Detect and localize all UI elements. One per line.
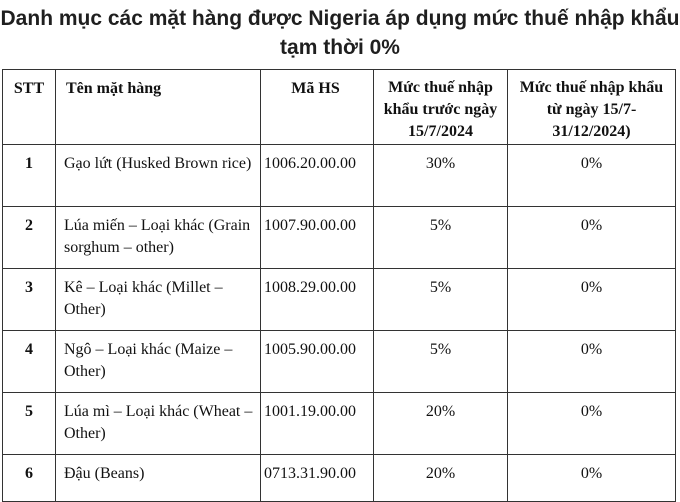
cell-rate-before: 5%	[374, 269, 508, 331]
cell-stt: 4	[3, 331, 56, 393]
cell-rate-after: 0%	[508, 207, 676, 269]
cell-rate-before: 30%	[374, 145, 508, 207]
cell-item-name: Đậu (Beans)	[56, 455, 261, 502]
cell-stt: 6	[3, 455, 56, 502]
header-rate-after: Mức thuế nhập khẩu từ ngày 15/7-31/12/2024)	[508, 70, 676, 145]
cell-item-name: Ngô – Loại khác (Maize – Other)	[56, 331, 261, 393]
cell-stt: 5	[3, 393, 56, 455]
header-rate-before: Mức thuế nhập khẩu trước ngày 15/7/2024	[374, 70, 508, 145]
cell-item-name: Lúa miến – Loại khác (Grain sorghum – other)	[56, 207, 261, 269]
cell-rate-after: 0%	[508, 269, 676, 331]
cell-rate-after: 0%	[508, 145, 676, 207]
cell-hs-code: 1006.20.00.00	[261, 145, 374, 207]
cell-rate-before: 20%	[374, 455, 508, 502]
cell-rate-after: 0%	[508, 455, 676, 502]
cell-hs-code: 1005.90.00.00	[261, 331, 374, 393]
cell-hs-code: 1007.90.00.00	[261, 207, 374, 269]
tariff-table	[2, 69, 676, 502]
header-stt: STT	[3, 70, 56, 145]
cell-stt: 1	[3, 145, 56, 207]
cell-item-name: Gạo lứt (Husked Brown rice)	[56, 145, 261, 207]
cell-rate-before: 20%	[374, 393, 508, 455]
cell-stt: 3	[3, 269, 56, 331]
header-item-name: Tên mặt hàng	[56, 70, 261, 145]
table-row	[3, 269, 676, 331]
cell-rate-before: 5%	[374, 207, 508, 269]
cell-item-name: Lúa mì – Loại khác (Wheat – Other)	[56, 393, 261, 455]
cell-stt: 2	[3, 207, 56, 269]
table-header-row	[3, 70, 676, 145]
table-row	[3, 207, 676, 269]
table-row	[3, 455, 676, 502]
cell-hs-code: 1001.19.00.00	[261, 393, 374, 455]
cell-item-name: Kê – Loại khác (Millet – Other)	[56, 269, 261, 331]
page-title: Danh mục các mặt hàng được Nigeria áp dụng mức thuế nhập khẩu tạm thời 0%	[0, 7, 680, 59]
cell-rate-after: 0%	[508, 331, 676, 393]
cell-hs-code: 0713.31.90.00	[261, 455, 374, 502]
cell-rate-before: 5%	[374, 331, 508, 393]
table-row	[3, 393, 676, 455]
header-hs-code: Mã HS	[261, 70, 374, 145]
table-row	[3, 145, 676, 207]
table-row	[3, 331, 676, 393]
cell-rate-after: 0%	[508, 393, 676, 455]
cell-hs-code: 1008.29.00.00	[261, 269, 374, 331]
